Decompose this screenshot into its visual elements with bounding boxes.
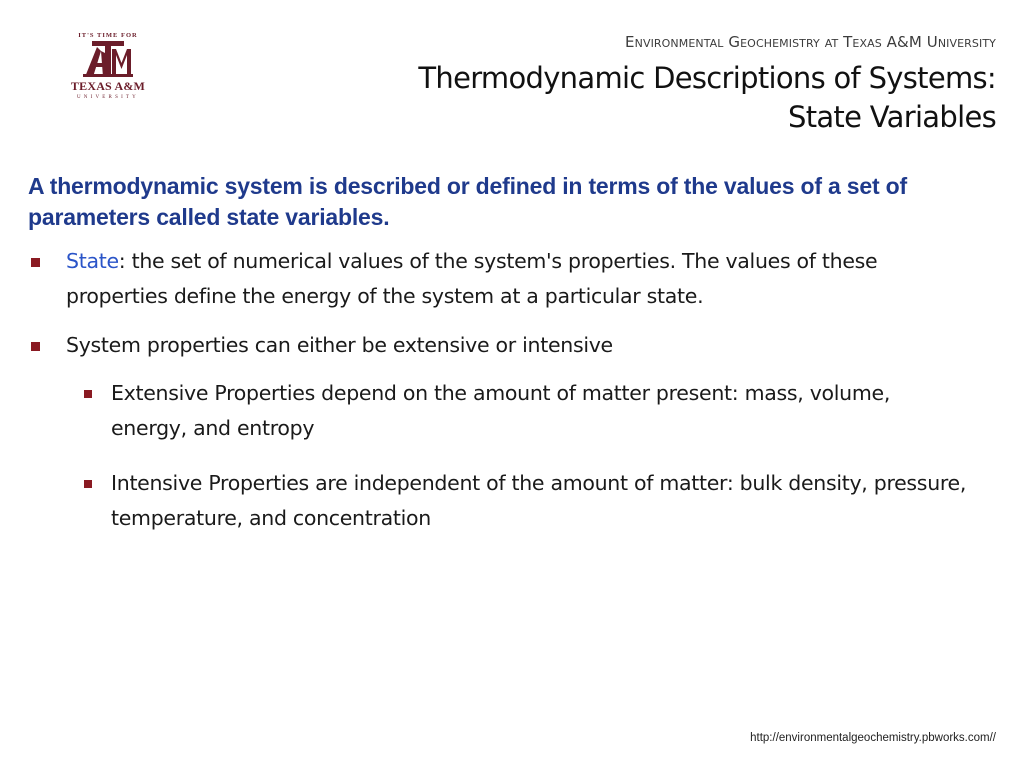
sub-bullet-intensive-properties: Intensive Properties are independent of the amount of matter: bulk density, pressure, temperature, and concentration	[111, 471, 967, 530]
sub-bullet-marker-icon	[84, 390, 92, 398]
organization-header: Environmental Geochemistry at Texas A&M University	[625, 33, 996, 51]
university-logo	[52, 30, 164, 116]
bullet-state-definition	[66, 244, 956, 314]
bullet-marker-icon	[31, 342, 40, 351]
sub-bullet-extensive-properties: Extensive Properties depend on the amount of matter present: mass, volume, energy, and entropy	[111, 381, 891, 440]
bullet-text: : the set of numerical values of the system's properties. The values of these properties define the energy of the system at a particular state.	[66, 249, 878, 308]
bullet-term-state: State	[66, 249, 119, 273]
logo-name: TEXAS A&M	[70, 79, 146, 93]
logo-tagline: IT'S TIME FOR	[78, 32, 138, 39]
intro-statement: A thermodynamic system is described or defined in terms of the values of a set of parameters called state variables.	[28, 173, 907, 230]
slide-title-line-1: Thermodynamic Descriptions of Systems:	[418, 61, 996, 95]
slide-title	[236, 59, 996, 137]
sub-bullet-marker-icon	[84, 480, 92, 488]
bullet-system-properties: System properties can either be extensive or intensive	[66, 333, 613, 357]
footer-url: http://environmentalgeochemistry.pbworks.com//	[750, 732, 996, 744]
bullet-marker-icon	[31, 258, 40, 267]
logo-subtitle: UNIVERSITY	[77, 95, 139, 100]
atm-logo-mark-icon	[83, 41, 133, 77]
slide-title-line-2: State Variables	[787, 100, 996, 134]
